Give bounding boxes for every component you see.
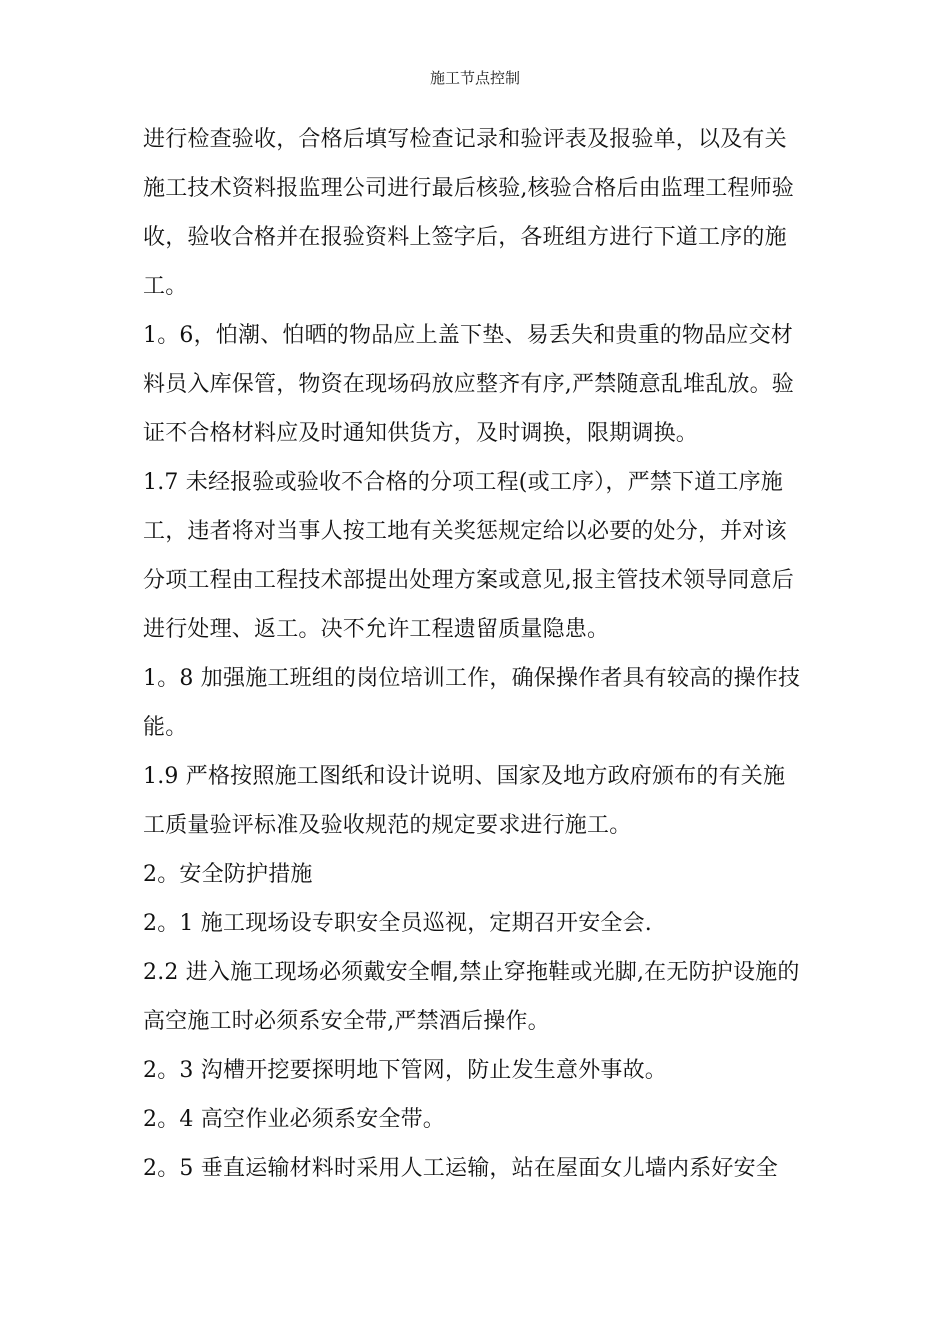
- text-line: 1。6，怕潮、怕晒的物品应上盖下垫、易丢失和贵重的物品应交材: [143, 323, 793, 348]
- text-line: 2。4 高空作业必须系安全带。: [143, 1107, 445, 1132]
- text-line: 料员入库保管，物资在现场码放应整齐有序,严禁随意乱堆乱放。验: [143, 372, 794, 397]
- text-line: 高空施工时必须系安全带,严禁酒后操作。: [143, 1009, 550, 1034]
- text-line: 2.2 进入施工现场必须戴安全帽,禁止穿拖鞋或光脚,在无防护设施的: [143, 960, 800, 985]
- page-header-title: 施工节点控制: [429, 69, 520, 87]
- text-line: 施工技术资料报监理公司进行最后核验,核验合格后由监理工程师验: [143, 176, 794, 201]
- text-line: 2。5 垂直运输材料时采用人工运输，站在屋面女儿墙内系好安全: [143, 1156, 778, 1181]
- text-line: 进行检查验收，合格后填写检查记录和验评表及报验单，以及有关: [143, 127, 787, 152]
- section-heading: 2。安全防护措施: [143, 862, 313, 887]
- text-line: 2。3 沟槽开挖要探明地下管网，防止发生意外事故。: [143, 1058, 667, 1083]
- text-line: 1.9 严格按照施工图纸和设计说明、国家及地方政府颁布的有关施: [143, 764, 786, 789]
- text-line: 2。1 施工现场设专职安全员巡视，定期召开安全会.: [143, 911, 652, 936]
- text-line: 工质量验评标准及验收规范的规定要求进行施工。: [143, 813, 632, 838]
- text-line: 工。: [143, 274, 188, 299]
- text-line: 1。8 加强施工班组的岗位培训工作，确保操作者具有较高的操作技: [143, 666, 801, 691]
- text-line: 收，验收合格并在报验资料上签字后，各班组方进行下道工序的施: [143, 225, 787, 250]
- text-line: 1.7 未经报验或验收不合格的分项工程(或工序），严禁下道工序施: [143, 470, 783, 495]
- text-line: 进行处理、返工。决不允许工程遗留质量隐患。: [143, 617, 610, 642]
- document-body: [143, 115, 818, 1193]
- text-line: 工，违者将对当事人按工地有关奖惩规定给以必要的处分，并对该: [143, 519, 787, 544]
- text-line: 能。: [143, 715, 188, 740]
- text-line: 分项工程由工程技术部提出处理方案或意见,报主管技术领导同意后: [143, 568, 794, 593]
- text-line: 证不合格材料应及时通知供货方，及时调换，限期调换。: [143, 421, 699, 446]
